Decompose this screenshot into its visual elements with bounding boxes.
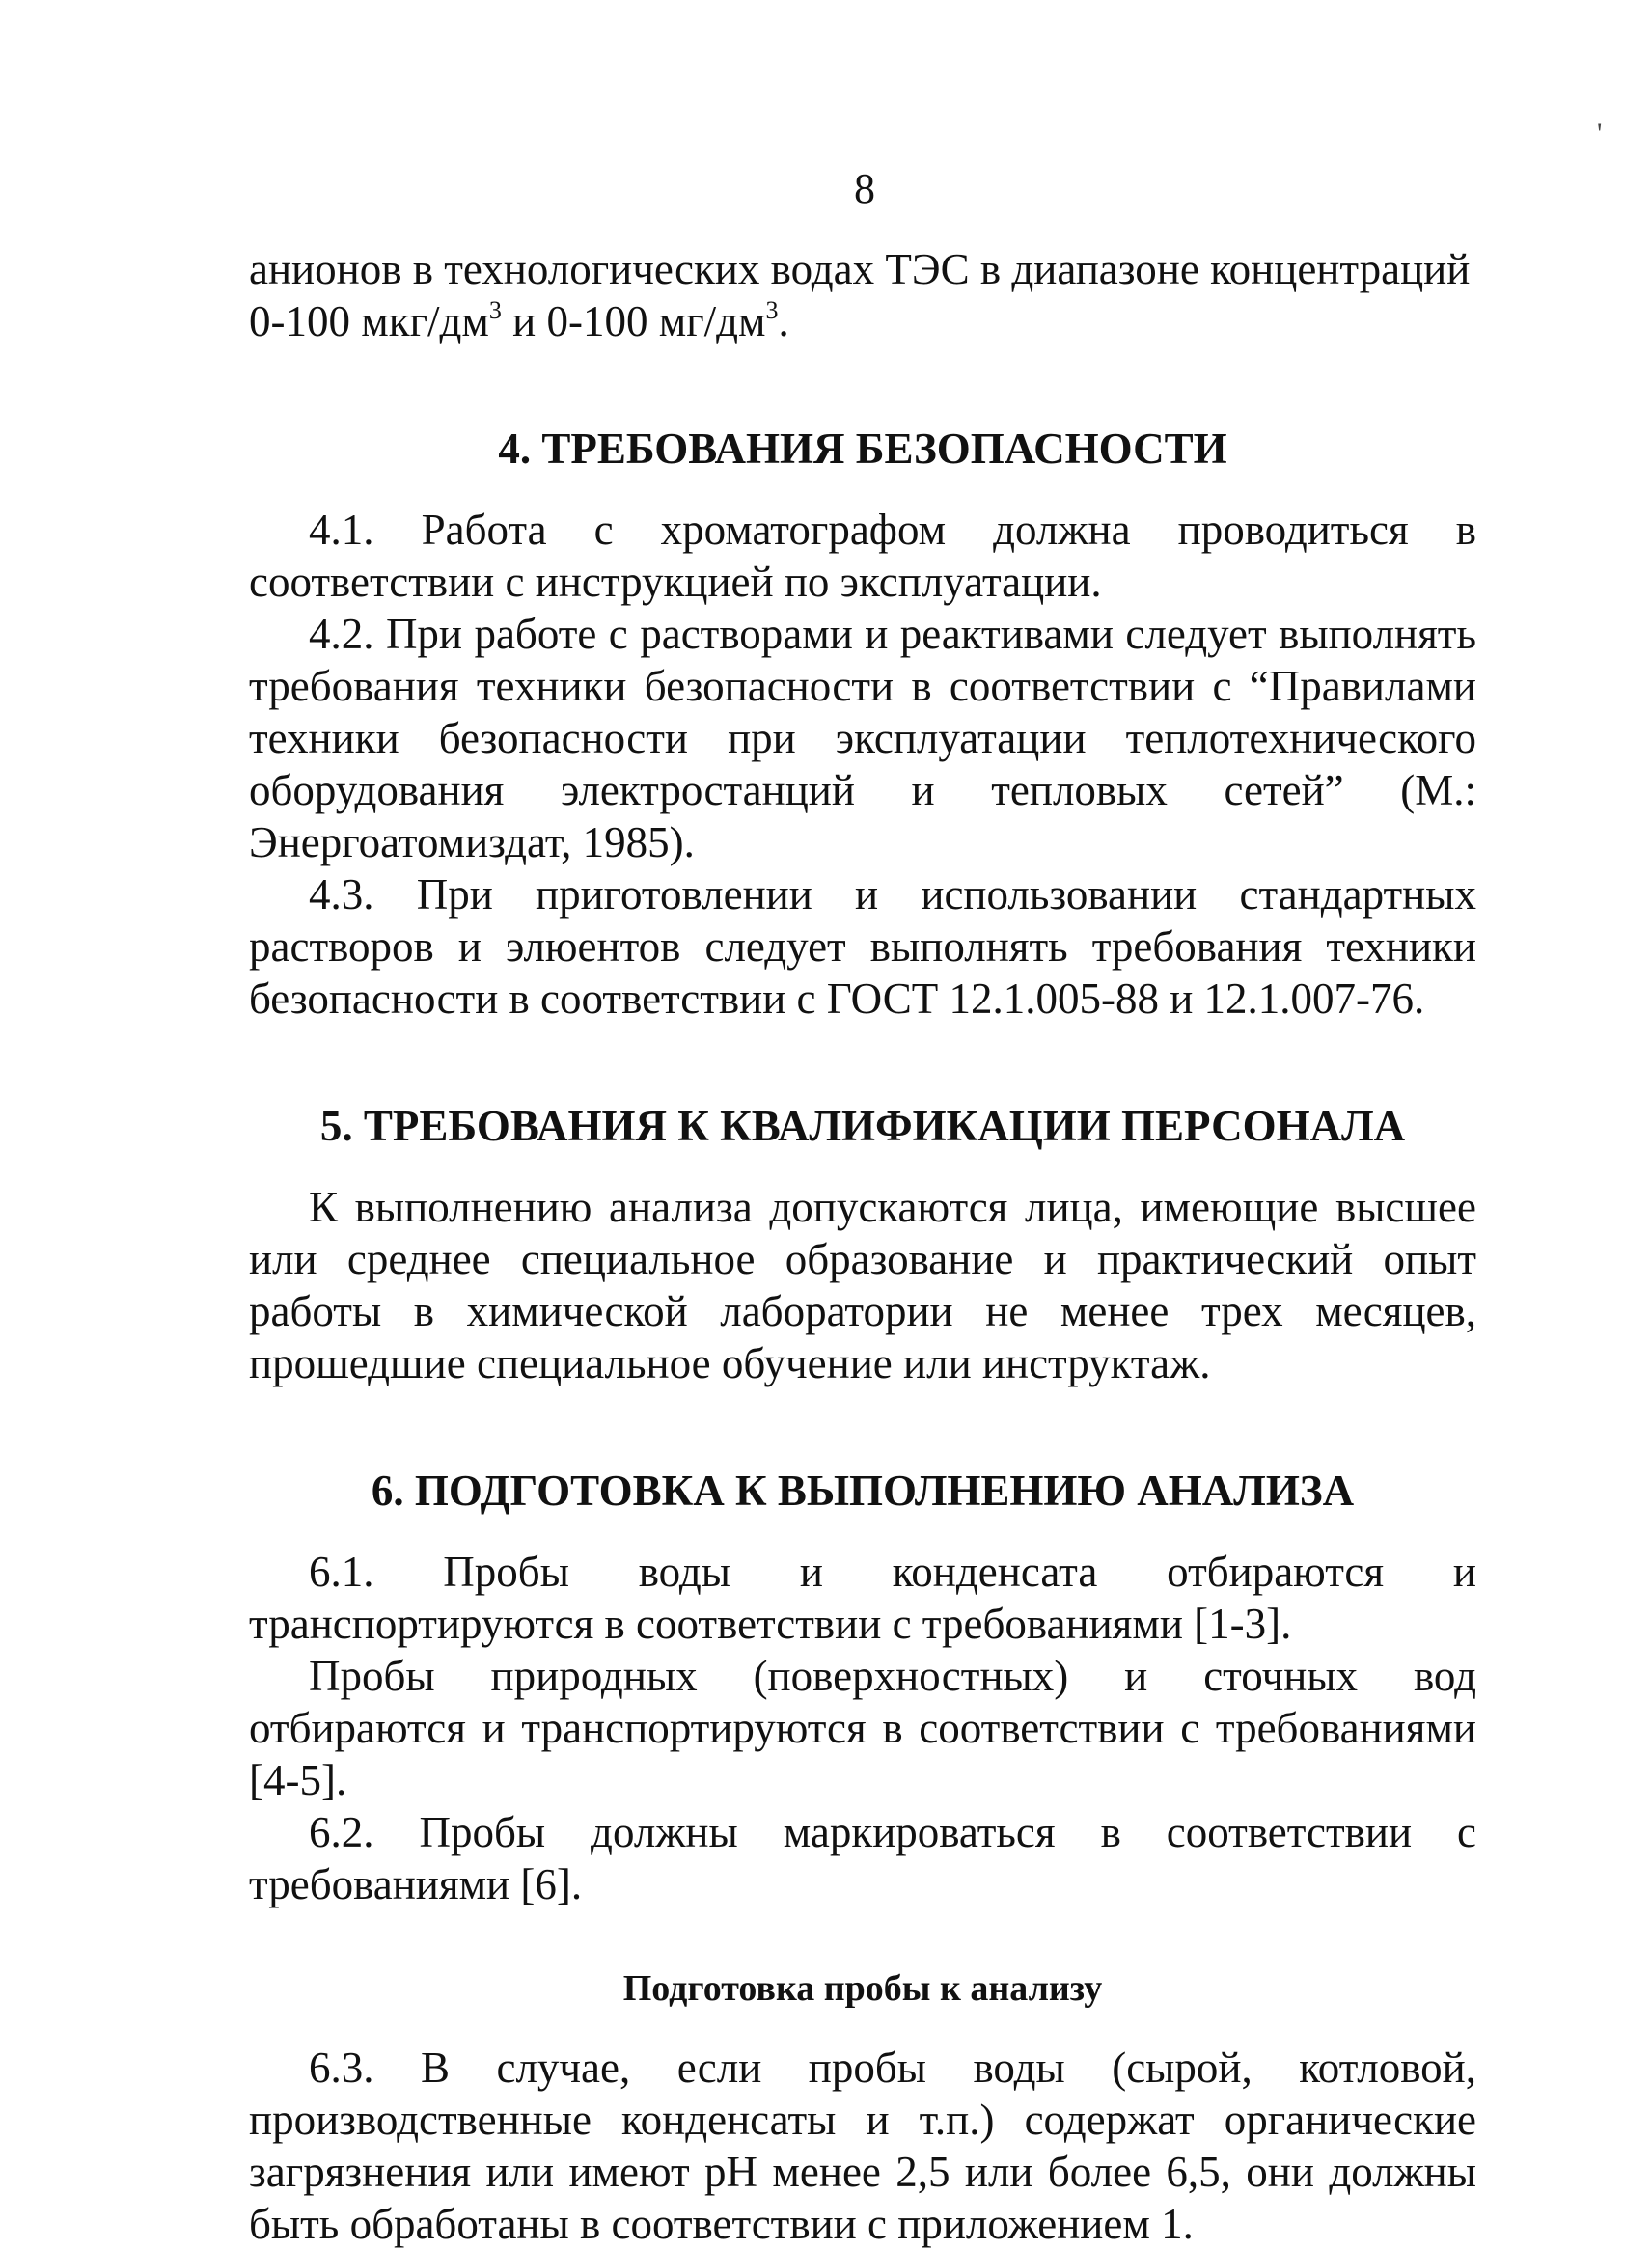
section-6-heading: 6. ПОДГОТОВКА К ВЫПОЛНЕНИЮ АНАЛИЗА — [371, 1467, 1355, 1515]
intro-line-1: анионов в технологических водах ТЭС в диапазоне концентраций — [249, 245, 1471, 293]
intro-sup-1: 3 — [488, 296, 502, 324]
section-5-heading: 5. ТРЕБОВАНИЯ К КВАЛИФИКАЦИИ ПЕРСОНАЛА — [319, 1102, 1406, 1150]
section-4-paragraph-3: 4.3. При приготовлении и использовании стандартных растворов и элюентов следует выполнять требования техники безопасности в соответствии с ГОСТ 12.1.005-88 и 12.1.007-76. — [249, 870, 1476, 1023]
section-5-paragraph-1: К выполнению анализа допускаются лица, имеющие высшее или среднее специальное образование и практический опыт работы в химической лаборатории не менее трех месяцев, прошедшие специальное обучение или инструктаж. — [249, 1183, 1476, 1387]
section-6-subheading: Подготовка пробы к анализу — [622, 1968, 1103, 2009]
section-6-paragraph-2: Пробы природных (поверхностных) и сточных вод отбираются и транспортируются в соответствии с требованиями [4-5]. — [249, 1652, 1476, 1804]
section-4-heading: 4. ТРЕБОВАНИЯ БЕЗОПАСНОСТИ — [498, 425, 1227, 473]
intro-range-1: 0-100 мкг/дм — [249, 297, 489, 345]
intro-line-2 — [249, 295, 1476, 347]
intro-range-2: и 0-100 мг/дм — [501, 297, 766, 345]
section-6-paragraph-4: 6.3. В случае, если пробы воды (сырой, котловой, производственные конденсаты и т.п.) содержат органические загрязнения или имеют pH менее 2,5 или более 6,5, они должны быть обработаны в соответствии с приложением 1. — [249, 2044, 1476, 2248]
section-4-paragraph-2: 4.2. При работе с растворами и реактивами следует выполнять требования техники безопасности в соответствии с “Правилами техники безопасности при эксплуатации теплотехнического оборудования электростанций и тепловых сетей” (М.: Энергоатомиздат, 1985). — [249, 610, 1476, 866]
section-6-paragraph-1: 6.1. Пробы воды и конденсата отбираются и транспортируются в соответствии с требованиями [1-3]. — [249, 1548, 1476, 1648]
intro-period: . — [778, 297, 789, 345]
page-number: 8 — [854, 165, 875, 212]
stray-mark: ' — [1597, 118, 1603, 150]
section-4-paragraph-1: 4.1. Работа с хроматографом должна проводиться в соответствии с инструкцией по эксплуатации. — [249, 506, 1476, 606]
page-content — [249, 243, 1476, 2250]
intro-sup-2: 3 — [765, 296, 779, 324]
section-6-paragraph-3: 6.2. Пробы должны маркироваться в соответствии с требованиями [6]. — [249, 1808, 1476, 1908]
